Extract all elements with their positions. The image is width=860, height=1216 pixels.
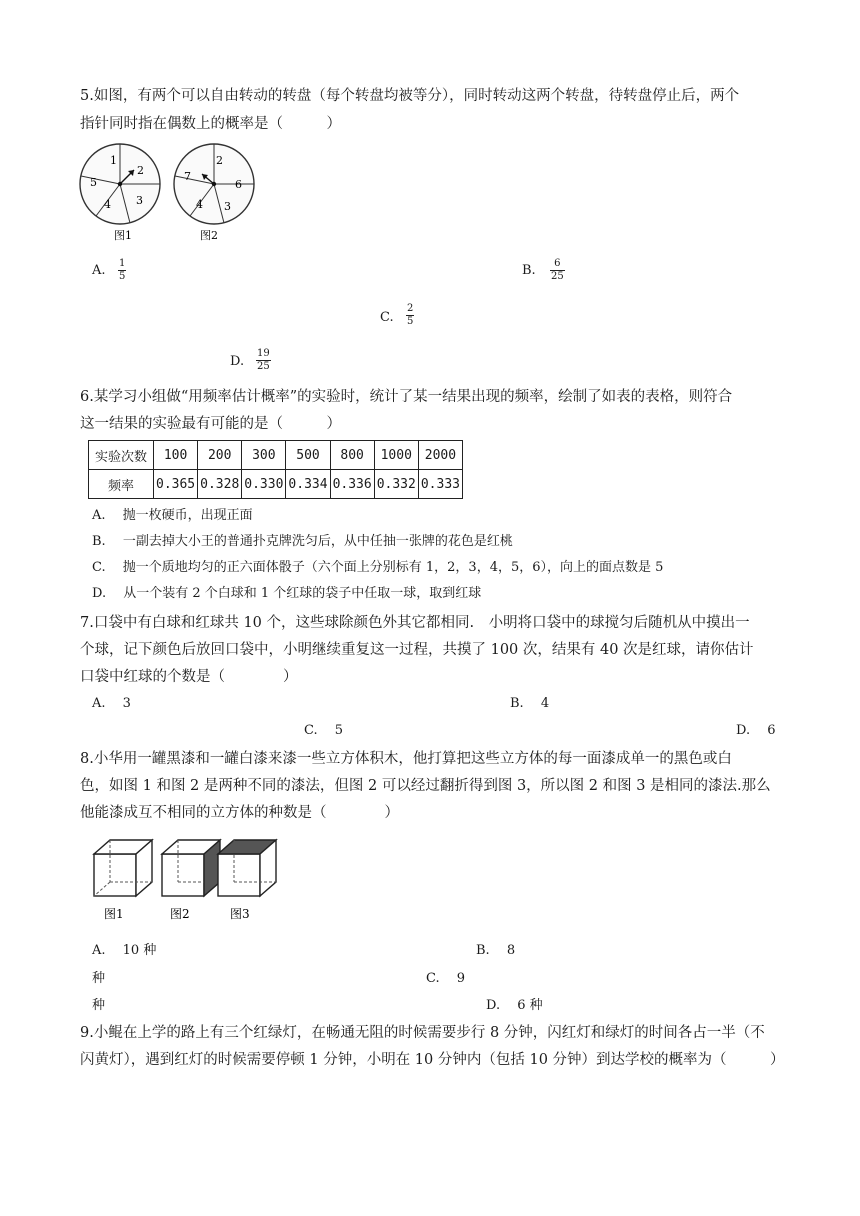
q8-option-b[interactable]: B. 8 bbox=[476, 943, 516, 958]
table-row bbox=[89, 470, 463, 499]
q7-option-b[interactable]: B. 4 bbox=[510, 696, 550, 711]
spinner-wheel-1 bbox=[80, 144, 160, 242]
q5-option-c[interactable] bbox=[380, 309, 394, 327]
q5-stem-line2: 指针同时指在偶数上的概率是（ ） bbox=[80, 116, 341, 132]
cube-figure-3 bbox=[218, 840, 276, 921]
q6-option-c[interactable]: C. 抛一个质地均匀的正六面体骰子（六个面上分别标有 1，2，3，4，5，6），向上的面点数是 5 bbox=[92, 560, 664, 575]
frequency-table bbox=[88, 440, 463, 499]
table-cell: 200 bbox=[198, 441, 242, 470]
q7-option-d[interactable]: D. 6 bbox=[736, 723, 776, 738]
q7-option-a[interactable]: A. 3 bbox=[92, 696, 131, 711]
q6-option-d[interactable]: D. 从一个装有 2 个白球和 1 个红球的袋子中任取一球，取到红球 bbox=[92, 586, 482, 601]
fraction-denominator: 25 bbox=[551, 271, 564, 282]
cube-figure-1 bbox=[94, 840, 152, 921]
fraction-numerator: 2 bbox=[407, 303, 414, 314]
wheel1-sector-2: 2 bbox=[137, 164, 144, 177]
q9-stem-line2: 闪黄灯），遇到红灯的时候需要停顿 1 分钟，小明在 10 分钟内（包括 10 分钟）到达学校的概率为（ ） bbox=[80, 1052, 785, 1068]
wheel2-sector-3: 3 bbox=[224, 200, 231, 213]
table-cell: 0.328 bbox=[198, 470, 242, 499]
table-cell: 1000 bbox=[374, 441, 418, 470]
wheel1-sector-4: 4 bbox=[104, 198, 111, 211]
cube-figures bbox=[86, 832, 286, 928]
q5-option-a-fraction bbox=[118, 258, 126, 283]
q7-stem-line2: 个球，记下颜色后放回口袋中，小明继续重复这一过程，共摸了 100 次，结果有 40 次是红球，请你估计 bbox=[80, 642, 754, 658]
q7-stem-line1: 7.口袋中有白球和红球共 10 个，这些球除颜色外其它都相同. 小明将口袋中的球搅匀后随机从中摸出一 bbox=[80, 615, 750, 631]
wheel2-sector-4: 4 bbox=[196, 198, 203, 211]
cube-figure-2 bbox=[162, 840, 220, 921]
wheel2-caption: 图2 bbox=[200, 229, 218, 242]
spinner-wheel-2 bbox=[174, 144, 254, 242]
q6-option-a[interactable]: A. 抛一枚硬币，出现正面 bbox=[92, 508, 253, 523]
table-row bbox=[89, 441, 463, 470]
wheel2-sector-7: 7 bbox=[184, 170, 191, 183]
q6-option-b[interactable]: B. 一副去掉大小王的普通扑克牌洗匀后，从中任抽一张牌的花色是红桃 bbox=[92, 534, 513, 549]
table-cell: 0.333 bbox=[418, 470, 462, 499]
q5-option-b-fraction bbox=[550, 258, 565, 283]
q5-option-b[interactable] bbox=[522, 262, 536, 280]
q8-option-a[interactable]: A. 10 种 bbox=[92, 943, 157, 958]
q8-stem-line3: 他能漆成互不相同的立方体的种数是（ ） bbox=[80, 805, 399, 821]
fraction-numerator: 19 bbox=[257, 348, 270, 359]
q5-option-a[interactable] bbox=[92, 262, 106, 280]
table-cell: 0.336 bbox=[330, 470, 374, 499]
table-header-trials: 实验次数 bbox=[89, 441, 154, 470]
q7-option-c[interactable]: C. 5 bbox=[304, 723, 344, 738]
q8-option-d[interactable]: D. 6 种 bbox=[486, 998, 543, 1013]
q5-option-b-label: B. bbox=[522, 263, 536, 278]
q6-stem-line1: 6.某学习小组做“用频率估计概率”的实验时，统计了某一结果出现的频率，绘制了如表的表格，则符合 bbox=[80, 389, 733, 405]
table-cell: 800 bbox=[330, 441, 374, 470]
table-cell: 0.365 bbox=[154, 470, 198, 499]
cube3-caption: 图3 bbox=[230, 907, 250, 921]
table-cell: 100 bbox=[154, 441, 198, 470]
table-cell: 2000 bbox=[418, 441, 462, 470]
wheel2-sector-2: 2 bbox=[216, 154, 223, 167]
q5-option-d[interactable] bbox=[230, 353, 244, 371]
table-header-frequency: 频率 bbox=[89, 470, 154, 499]
fraction-numerator: 6 bbox=[550, 258, 565, 271]
spinner-figures bbox=[78, 140, 258, 246]
q8-option-b-cont[interactable]: 种 bbox=[92, 971, 106, 986]
table-cell: 300 bbox=[242, 441, 286, 470]
q5-option-d-fraction bbox=[256, 348, 271, 373]
wheel1-sector-3: 3 bbox=[136, 194, 143, 207]
q5-option-c-fraction bbox=[406, 303, 414, 328]
fraction-denominator: 5 bbox=[119, 271, 126, 282]
cube1-caption: 图1 bbox=[104, 907, 124, 921]
q9-stem-line1: 9.小鲲在上学的路上有三个红绿灯，在畅通无阻的时候需要步行 8 分钟，闪红灯和绿灯的时间各占一半（不 bbox=[80, 1025, 765, 1041]
q7-stem-line3: 口袋中红球的个数是（ ） bbox=[80, 669, 298, 685]
fraction-denominator: 25 bbox=[257, 361, 270, 372]
q5-option-a-label: A. bbox=[92, 263, 106, 278]
table-cell: 500 bbox=[286, 441, 330, 470]
q8-option-c[interactable]: C. 9 bbox=[426, 971, 466, 986]
wheel1-caption: 图1 bbox=[114, 229, 132, 242]
table-cell: 0.330 bbox=[242, 470, 286, 499]
q5-option-d-label: D. bbox=[230, 354, 245, 369]
q8-stem-line2: 色，如图 1 和图 2 是两种不同的漆法，但图 2 可以经过翻折得到图 3，所以图 2 和图 3 是相同的漆法.那么 bbox=[80, 778, 771, 794]
wheel2-sector-6: 6 bbox=[235, 178, 242, 191]
table-cell: 0.334 bbox=[286, 470, 330, 499]
table-cell: 0.332 bbox=[374, 470, 418, 499]
q8-option-c-cont[interactable]: 种 bbox=[92, 998, 106, 1013]
fraction-numerator: 1 bbox=[119, 258, 126, 269]
fraction-denominator: 5 bbox=[407, 316, 414, 327]
q5-stem-line1: 5.如图，有两个可以自由转动的转盘（每个转盘均被等分），同时转动这两个转盘，待转盘停止后，两个 bbox=[80, 88, 740, 104]
q8-stem-line1: 8.小华用一罐黑漆和一罐白漆来漆一些立方体积木，他打算把这些立方体的每一面漆成单一的黑色或白 bbox=[80, 751, 732, 767]
wheel1-sector-1: 1 bbox=[110, 154, 117, 167]
cube2-caption: 图2 bbox=[170, 907, 190, 921]
q6-stem-line2: 这一结果的实验最有可能的是（ ） bbox=[80, 416, 341, 432]
q5-option-c-label: C. bbox=[380, 310, 394, 325]
wheel1-sector-5: 5 bbox=[90, 176, 97, 189]
